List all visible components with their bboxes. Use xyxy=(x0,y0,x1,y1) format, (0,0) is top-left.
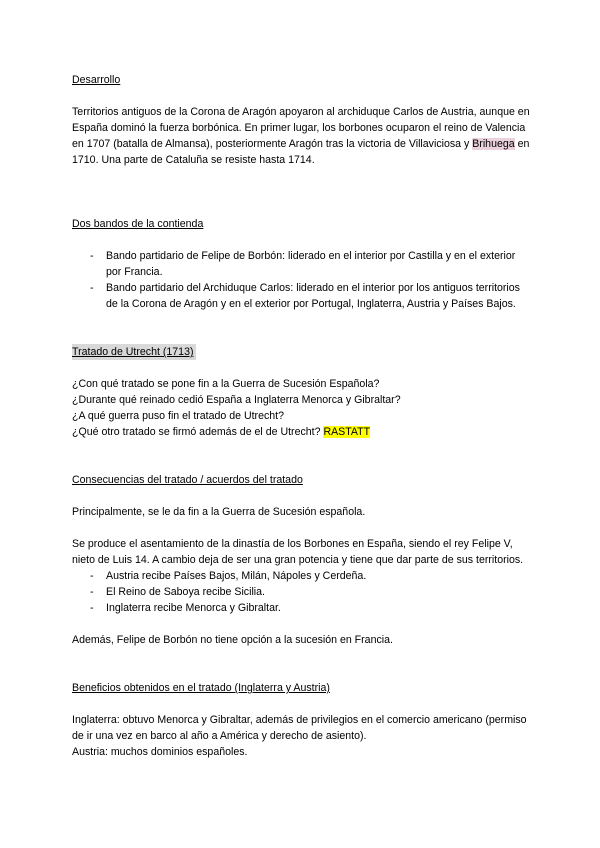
question-4 xyxy=(72,424,532,440)
highlight-rastatt: RASTATT xyxy=(323,426,371,438)
consecuencias-paragraph-3: Además, Felipe de Borbón no tiene opción a la sucesión en Francia. xyxy=(72,634,393,646)
list-item: - Bando partidario del Archiduque Carlos: liderado en el interior por los antiguos territorios de la Corona de Aragón y en el exterior por Portugal, Inglaterra, Austria y Países Bajos. xyxy=(72,280,532,312)
question-4-text: ¿Qué otro tratado se firmó además de el de Utrecht? xyxy=(72,426,324,438)
bandos-list xyxy=(72,248,532,312)
section-heading-beneficios: Beneficios obtenidos en el tratado (Inglaterra y Austria) xyxy=(72,682,330,694)
list-item: - Bando partidario de Felipe de Borbón: liderado en el interior por Castilla y en el exterior por Francia. xyxy=(72,248,532,280)
desarrollo-paragraph xyxy=(72,104,532,168)
document-page xyxy=(72,72,532,760)
list-item: - Austria recibe Países Bajos, Milán, Nápoles y Cerdeña. xyxy=(72,568,532,584)
desarrollo-text-a: Territorios antiguos de la Corona de Aragón apoyaron al archiduque Carlos de Austria, aunque en España dominó la fuerza borbónica. En primer lugar, los borbones ocuparon el reino de Valencia en 1707 (batalla de Almansa), posteriormente Aragón tras la victoria de Villaviciosa y xyxy=(72,106,530,150)
desarrollo-text-b: en 1710. Una parte de Cataluña se resiste hasta 1714. xyxy=(72,138,530,166)
beneficios-austria: Austria: muchos dominios españoles. xyxy=(72,746,248,758)
question-3: ¿A qué guerra puso fin el tratado de Utrecht? xyxy=(72,410,285,422)
section-heading-consecuencias: Consecuencias del tratado / acuerdos del tratado xyxy=(72,474,303,486)
consecuencias-paragraph-1: Principalmente, se le da fin a la Guerra de Sucesión española. xyxy=(72,506,366,518)
list-item: - El Reino de Saboya recibe Sicilia. xyxy=(72,584,532,600)
question-2: ¿Durante qué reinado cedió España a Inglaterra Menorca y Gibraltar? xyxy=(72,394,401,406)
question-1: ¿Con qué tratado se pone fin a la Guerra de Sucesión Española? xyxy=(72,378,380,390)
section-heading-bandos: Dos bandos de la contienda xyxy=(72,218,204,230)
section-heading-desarrollo: Desarrollo xyxy=(72,74,121,86)
beneficios-inglaterra: Inglaterra: obtuvo Menorca y Gibraltar, además de privilegios en el comercio americano (permiso de ir una vez en barco al año a América y derecho de asiento). xyxy=(72,714,527,742)
territorios-list xyxy=(72,568,532,616)
highlight-brihuega: Brihuega xyxy=(472,138,515,150)
consecuencias-paragraph-2: Se produce el asentamiento de la dinastía de los Borbones en España, siendo el rey Felipe V, nieto de Luis 14. A cambio deja de ser una gran potencia y tiene que dar parte de sus territorios. xyxy=(72,538,524,566)
list-item: - Inglaterra recibe Menorca y Gibraltar. xyxy=(72,600,532,616)
utrecht-heading-text: Tratado de Utrecht (1713) xyxy=(72,346,194,358)
section-heading-utrecht xyxy=(72,344,196,360)
